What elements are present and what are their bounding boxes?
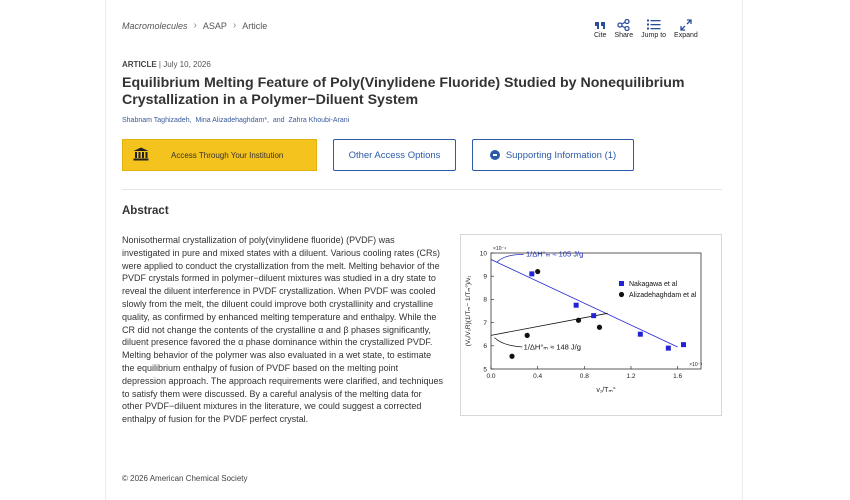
- data-point-alizadehaghdam: [509, 354, 514, 359]
- plot-frame: [491, 253, 701, 369]
- x-tick-label: 0.8: [579, 373, 589, 380]
- jump-to-button[interactable]: [641, 17, 666, 39]
- jump-to-label: Jump to: [641, 32, 667, 39]
- share-label: Share: [614, 32, 634, 39]
- supporting-info-label: Supporting Information (1): [505, 149, 617, 161]
- annotation-arrow-top: [497, 254, 524, 262]
- annotation-arrow-bottom: [495, 338, 523, 347]
- supporting-info-icon: [490, 150, 500, 160]
- cite-label: Cite: [594, 32, 607, 39]
- expand-button[interactable]: [674, 17, 698, 39]
- y-tick-label: 5: [483, 366, 487, 374]
- legend-marker-nakagawa: [619, 281, 624, 286]
- annotation-bottom: 1/ΔH°ₘ ≈ 148 J/g: [523, 342, 581, 352]
- fit-line-alizadehaghdam: [491, 313, 608, 335]
- data-point-nakagawa: [638, 332, 643, 337]
- abstract-heading: Abstract: [122, 205, 169, 217]
- y-tick-label: 9: [483, 273, 487, 281]
- author-link[interactable]: Mina Alizadehaghdam*,: [195, 117, 269, 124]
- data-point-nakagawa: [591, 313, 596, 318]
- data-point-alizadehaghdam: [525, 333, 530, 338]
- expand-icon: [680, 17, 692, 32]
- legend-label-alizadehaghdam: Alizadehaghdam et al: [629, 292, 697, 299]
- article-toolbar: [594, 17, 706, 39]
- breadcrumb-section[interactable]: ASAP: [202, 20, 227, 31]
- y-exponent-label: ×10⁻⁴: [493, 246, 507, 252]
- toc-graphic[interactable]: [460, 234, 722, 416]
- x-tick-label: 0.4: [533, 373, 543, 380]
- toc-chart: [461, 235, 721, 415]
- data-point-nakagawa: [666, 346, 671, 351]
- author-link[interactable]: Zahra Khoubi-Arani: [288, 117, 350, 124]
- y-tick-label: 8: [483, 296, 487, 304]
- share-icon: [617, 17, 630, 32]
- x-exponent-label: ×10⁻³: [689, 362, 702, 368]
- y-tick-label: 7: [483, 319, 487, 327]
- publication-date: July 10, 2026: [163, 60, 211, 69]
- institution-icon: [133, 147, 149, 163]
- supporting-info-button[interactable]: [472, 139, 634, 171]
- institution-access-button[interactable]: [122, 139, 317, 171]
- y-tick-label: 10: [479, 250, 487, 258]
- y-tick-label: 6: [483, 343, 487, 351]
- copyright-notice: © 2026 American Chemical Society: [122, 474, 248, 483]
- section-divider: [122, 189, 722, 190]
- x-axis-label: v₁/Tₘ°: [596, 387, 616, 394]
- data-point-nakagawa: [574, 303, 579, 308]
- article-type: ARTICLE: [122, 60, 157, 69]
- fit-line-nakagawa: [491, 259, 678, 346]
- data-point-alizadehaghdam: [535, 269, 540, 274]
- legend-label-nakagawa: Nakagawa et al: [629, 281, 678, 288]
- x-tick-label: 1.2: [626, 373, 636, 380]
- annotation-top: 1/ΔH°ₘ ≈ 105 J/g: [526, 249, 584, 259]
- other-access-button[interactable]: Other Access Options: [333, 139, 456, 171]
- x-tick-label: 0.0: [486, 373, 496, 380]
- article-title: Equilibrium Melting Feature of Poly(Vinylidene Fluoride) Studied by Nonequilibrium Crystallization in a Polymer−Diluent System: [122, 75, 685, 108]
- article-meta: [122, 60, 211, 69]
- data-point-nakagawa: [529, 271, 534, 276]
- breadcrumb: [122, 20, 267, 31]
- legend-marker-alizadehaghdam: [619, 292, 624, 297]
- author-conjunction: and: [272, 117, 285, 124]
- expand-label: Expand: [674, 32, 698, 39]
- cite-button[interactable]: [594, 17, 606, 39]
- quote-icon: [594, 17, 606, 32]
- author-list: [122, 117, 349, 124]
- list-icon: [647, 17, 661, 32]
- data-point-nakagawa: [681, 342, 686, 347]
- y-axis-label: (Vᵤ/V₁R)(1/Tₘ− 1/Tₘ°)/v₁: [465, 275, 472, 347]
- data-point-alizadehaghdam: [576, 318, 581, 323]
- meta-separator: |: [158, 60, 164, 69]
- breadcrumb-page: Article: [242, 20, 268, 31]
- x-tick-label: 1.6: [673, 373, 683, 380]
- chevron-right-icon: ›: [193, 20, 197, 31]
- share-button[interactable]: [614, 17, 633, 39]
- data-point-alizadehaghdam: [597, 325, 602, 330]
- chevron-right-icon: ›: [232, 20, 237, 31]
- abstract-text: Nonisothermal crystallization of poly(vinylidene fluoride) (PVDF) was investigated in pure and mixed states with a diluent. Various cooling rates (CRs) were applied to conduct the crystallization from the melt. Melting behavior of the PVDF crystals formed in polymer−diluent mixtures was studied in a dry state to reveal the diluent interference in PVDF crystallization. When PVDF was cooled slowly from the melt, the diluent could improve both crystallinity and crystalline quality, as confirmed by enhanced melting temperature and enthalpy. While the CR did not change the contents of the crystalline α and β phases significantly, diluent presence favored the α phase dominance within the crystallized PVDF. Melting behavior of the polymer was also evaluated in a wet state, to estimate the equilibrium enthalpy of fusion of PVDF based on the melting point depression approach. The approach requirements were clarified, and techniques to satisfy them were discussed. By a careful analysis of the melting data for other PVDF−diluent mixtures in the literature, we could suggest a corrected enthalpy of fusion for the PVDF perfect crystal.: [122, 235, 444, 425]
- institution-access-label: Access Through Your Institution: [171, 150, 284, 160]
- breadcrumb-journal[interactable]: Macromolecules: [122, 20, 188, 31]
- abstract-body: [122, 234, 722, 426]
- author-link[interactable]: Shabnam Taghizadeh,: [122, 117, 192, 124]
